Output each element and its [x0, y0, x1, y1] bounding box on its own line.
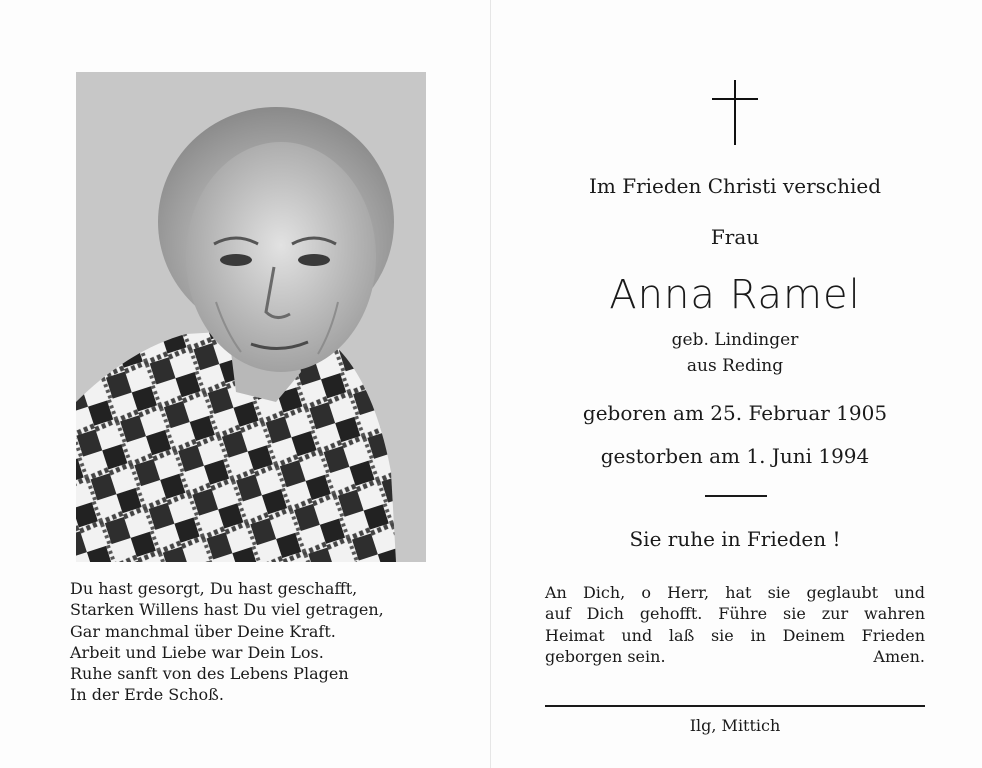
prayer-line-end: geborgen sein.: [545, 646, 666, 666]
prayer-line: Heimat und laß sie in Deinem Frieden: [545, 625, 925, 645]
rest-in-peace: Sie ruhe in Frieden !: [629, 527, 841, 551]
card-fold: [490, 0, 491, 768]
intro-text: Im Frieden Christi verschied: [588, 174, 882, 198]
long-divider: [545, 705, 925, 707]
poem-line: Ruhe sanft von des Lebens Plagen: [70, 664, 349, 684]
poem-line: Arbeit und Liebe war Dein Los.: [70, 642, 324, 662]
prayer-line: An Dich, o Herr, hat sie geglaubt und: [545, 583, 925, 602]
origin-text: aus Reding: [686, 356, 784, 376]
maiden-name: geb. Lindinger: [671, 330, 799, 350]
prayer-line: auf Dich gehofft. Führe sie zur wahren: [545, 604, 925, 624]
prayer-last-line: [545, 646, 925, 667]
cross-icon: [710, 80, 760, 145]
poem-line: Starken Willens hast Du viel getragen,: [70, 600, 384, 620]
deceased-name: Anna Ramel: [609, 272, 861, 318]
prayer-text: [545, 582, 925, 667]
title-text: Frau: [710, 225, 760, 249]
poem-line: In der Erde Schoß.: [70, 685, 224, 705]
poem-verse: [70, 578, 430, 706]
poem-line: Du hast gesorgt, Du hast geschafft,: [70, 579, 358, 598]
amen-text: Amen.: [873, 646, 925, 666]
death-date: gestorben am 1. Juni 1994: [600, 444, 870, 468]
poem-line: Gar manchmal über Deine Kraft.: [70, 621, 336, 641]
birth-date: geboren am 25. Februar 1905: [582, 401, 888, 425]
short-divider: [705, 495, 767, 497]
portrait-photo: [76, 72, 426, 562]
printer-credit: Ilg, Mittich: [689, 716, 781, 735]
